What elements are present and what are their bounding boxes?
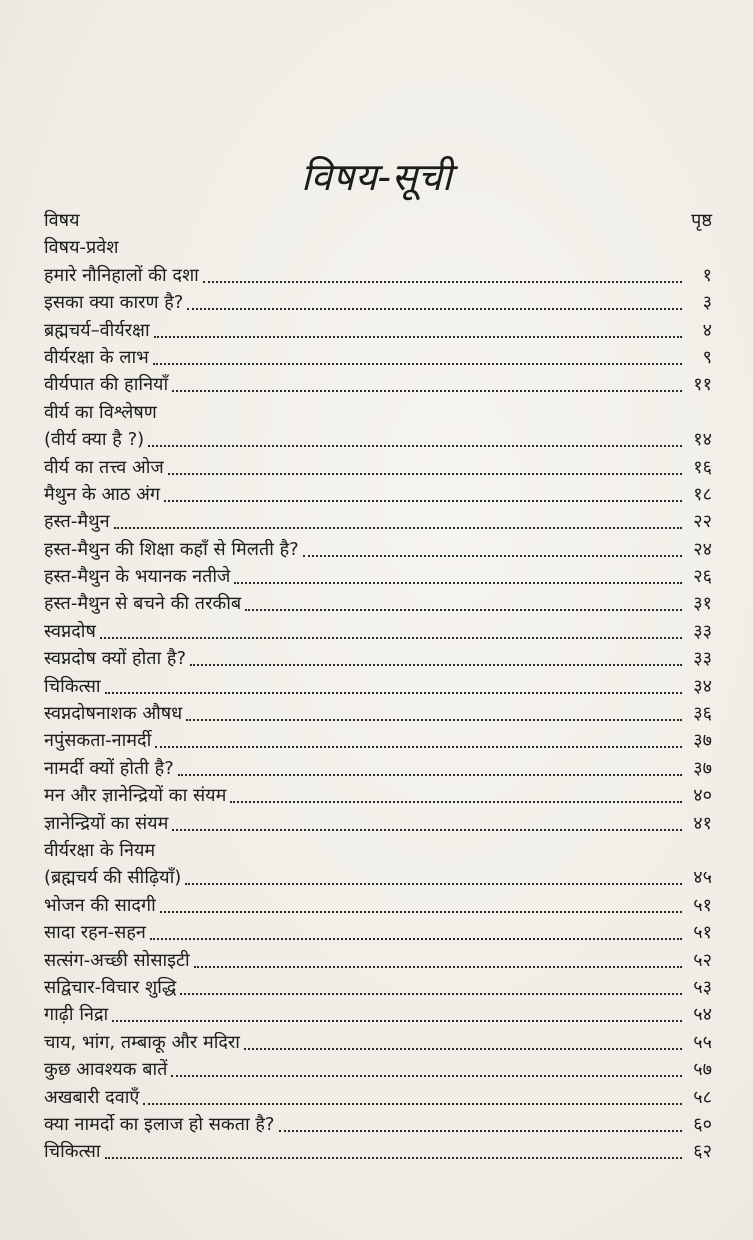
dot-leader [185, 883, 682, 885]
toc-entry-page-number: ५४ [693, 1004, 712, 1026]
toc-entry [44, 562, 712, 589]
toc-entry-title: सादा रहन-सहन [44, 922, 146, 944]
dot-leader [178, 774, 682, 776]
toc-entry-title: स्वप्नदोष क्यों होता है? [44, 648, 187, 670]
toc-entry-page-number: २२ [693, 511, 712, 533]
toc-entry-title: (वीर्य क्या है ?) [44, 429, 145, 451]
toc-entry-title: हमारे नौनिहालों की दशा [44, 264, 199, 286]
toc-entry-page-number: १४ [693, 429, 712, 451]
toc-entry-title: (ब्रह्मचर्य की सीढ़ियाँ) [44, 867, 182, 889]
toc-entry-title: चिकित्सा [44, 1141, 101, 1163]
toc-entry-page-number: ६० [693, 1113, 712, 1135]
toc-entry-title: विषय-प्रवेश [44, 237, 119, 259]
toc-entry [44, 616, 712, 643]
dot-leader [180, 993, 682, 995]
toc-entry [44, 863, 712, 890]
toc-entry [44, 726, 712, 753]
dot-leader [171, 1075, 682, 1077]
toc-entry [44, 1082, 712, 1109]
toc-entry-title: नामर्दी क्यों होती है? [44, 757, 174, 779]
toc-entry-title: क्या नामर्दो का इलाज हो सकता है? [44, 1113, 275, 1135]
toc-entry-page-number: ३७ [693, 730, 712, 752]
page-title: विषय-सूची [300, 155, 453, 199]
toc-entry-title: मैथुन के आठ अंग [44, 483, 160, 505]
page-column-label: पृष्ठ [691, 210, 712, 231]
toc-entry [44, 699, 712, 726]
toc-entry [44, 1000, 712, 1027]
toc-entry-title: वीर्य का तत्त्व ओज [44, 456, 164, 478]
toc-entry-page-number: ५२ [693, 949, 712, 971]
toc-entry [44, 260, 712, 287]
toc-entry-title: वीर्य का विश्लेषण [44, 401, 157, 423]
dot-leader [203, 281, 682, 283]
dot-leader [105, 1157, 682, 1159]
toc-entry [44, 973, 712, 1000]
toc-entry-title: कुछ आवश्यक बातें [44, 1059, 168, 1081]
dot-leader [230, 801, 682, 803]
dot-leader [155, 746, 682, 748]
toc-entry-page-number: ३ [702, 292, 712, 314]
toc-entry-page-number: ३४ [693, 675, 712, 697]
toc-entry [44, 1055, 712, 1082]
toc-entry-page-number: ५३ [693, 976, 712, 998]
dot-leader [194, 966, 682, 968]
dot-leader [245, 609, 682, 611]
subject-column-label: विषय [44, 210, 80, 231]
dot-leader [153, 363, 682, 365]
toc-entry-title: नपुंसकता-नामर्दी [44, 730, 152, 752]
toc-entry-title: भोजन की सादगी [44, 894, 156, 916]
dot-leader [303, 555, 682, 557]
dot-leader [114, 527, 682, 529]
toc-entry-page-number: ५५ [693, 1031, 712, 1053]
toc-entry-page-number: ११ [693, 374, 712, 396]
dot-leader [100, 637, 682, 639]
toc-entry [44, 781, 712, 808]
toc-entry-title: गाढ़ी निद्रा [44, 1004, 109, 1026]
toc-entry-page-number: ५१ [693, 922, 712, 944]
toc-entry-title: हस्त-मैथुन की शिक्षा कहाँ से मिलती है? [44, 538, 299, 560]
toc-entry-page-number: २६ [693, 566, 712, 588]
dot-leader [105, 692, 682, 694]
toc-entry-page-number: ४ [702, 319, 712, 341]
dot-leader [172, 829, 682, 831]
dot-leader [150, 938, 682, 940]
toc-entry-page-number: ३७ [693, 757, 712, 779]
toc-entry [44, 534, 712, 561]
toc-entry-page-number: २४ [693, 538, 712, 560]
toc-entry [44, 1110, 712, 1137]
toc-entry-title: स्वप्नदोषनाशक औषध [44, 703, 183, 725]
toc-entry-page-number: १ [702, 264, 712, 286]
toc-entry-page-number: ३३ [693, 620, 712, 642]
toc-entry [44, 425, 712, 452]
toc-entry [44, 753, 712, 780]
dot-leader [148, 445, 682, 447]
toc-entry-title: ज्ञानेन्द्रियों का संयम [44, 812, 169, 834]
toc-entry [44, 370, 712, 397]
dot-leader [190, 664, 682, 666]
toc-entry [44, 233, 712, 260]
toc-entry [44, 288, 712, 315]
toc-entry-title: स्वप्नदोष [44, 620, 96, 642]
toc-entry-title: इसका क्या कारण है? [44, 292, 184, 314]
toc-entry-title: वीर्यपात की हानियाँ [44, 374, 169, 396]
toc-entry-title: मन और ज्ञानेन्द्रियों का संयम [44, 785, 227, 807]
toc-entry-page-number: ४० [693, 785, 712, 807]
toc-entry [44, 671, 712, 698]
toc-header [44, 208, 712, 232]
toc-entry-page-number: ५१ [693, 894, 712, 916]
toc-entry [44, 644, 712, 671]
toc-entry-page-number: ५७ [693, 1059, 712, 1081]
toc-entry [44, 452, 712, 479]
toc-entry-page-number: ३१ [693, 593, 712, 615]
toc-entry [44, 890, 712, 917]
dot-leader [234, 582, 682, 584]
toc-entry [44, 1027, 712, 1054]
toc-entry-page-number: १८ [693, 483, 712, 505]
toc-entry [44, 480, 712, 507]
toc-entry-title: चाय, भांग, तम्बाकू और मदिरा [44, 1031, 240, 1053]
table-of-contents [44, 233, 712, 1164]
toc-entry [44, 589, 712, 616]
toc-entry-title: हस्त-मैथुन के भयानक नतीजे [44, 566, 231, 588]
toc-entry [44, 836, 712, 863]
dot-leader [186, 719, 682, 721]
toc-entry-title: ब्रह्मचर्य–वीर्यरक्षा [44, 319, 150, 341]
toc-entry-page-number: ४५ [693, 867, 712, 889]
dot-leader [244, 1048, 682, 1050]
toc-entry-page-number: ४१ [693, 812, 712, 834]
toc-entry [44, 808, 712, 835]
toc-entry-page-number: ३६ [693, 703, 712, 725]
toc-entry-title: सद्विचार-विचार शुद्धि [44, 976, 177, 998]
dot-leader [112, 1020, 682, 1022]
toc-entry [44, 1137, 712, 1164]
dot-leader [164, 500, 682, 502]
dot-leader [279, 1130, 683, 1132]
toc-entry-title: सत्संग-अच्छी सोसाइटी [44, 949, 190, 971]
dot-leader [143, 1103, 682, 1105]
toc-entry-page-number: १६ [693, 456, 712, 478]
toc-entry [44, 343, 712, 370]
toc-entry-page-number: ३३ [693, 648, 712, 670]
dot-leader [160, 911, 682, 913]
toc-entry [44, 507, 712, 534]
toc-entry-page-number: ५८ [693, 1086, 712, 1108]
toc-entry-page-number: ६२ [693, 1141, 712, 1163]
toc-entry-page-number: ९ [702, 346, 712, 368]
toc-entry [44, 315, 712, 342]
dot-leader [187, 308, 682, 310]
toc-entry [44, 945, 712, 972]
toc-entry-title: हस्त-मैथुन [44, 511, 110, 533]
toc-entry [44, 918, 712, 945]
toc-entry-title: चिकित्सा [44, 675, 101, 697]
toc-entry [44, 397, 712, 424]
toc-entry-title: वीर्यरक्षा के नियम [44, 839, 156, 861]
dot-leader [172, 390, 682, 392]
toc-entry-title: अखबारी दवाएँ [44, 1086, 140, 1108]
dot-leader [168, 473, 682, 475]
toc-entry-title: हस्त-मैथुन से बचने की तरकीब [44, 593, 242, 615]
toc-entry-title: वीर्यरक्षा के लाभ [44, 346, 149, 368]
dot-leader [154, 336, 682, 338]
